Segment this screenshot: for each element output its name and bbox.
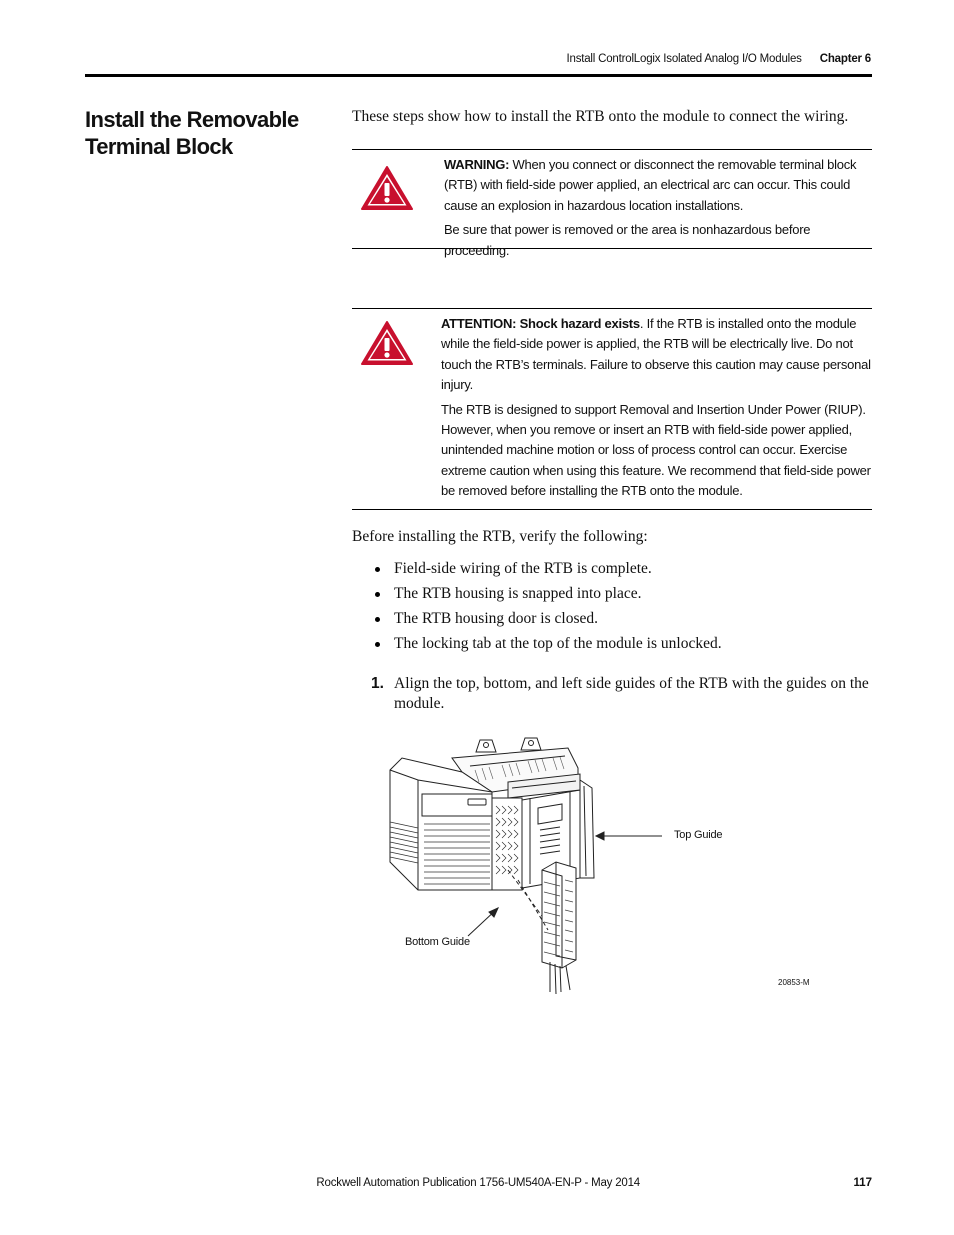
checklist (371, 557, 722, 657)
warning-paragraph-2: Be sure that power is removed or the area is nonhazardous before proceeding. (444, 222, 811, 258)
running-header (567, 53, 872, 65)
bullet-icon (375, 592, 380, 597)
figure-id: 20853-M (778, 978, 810, 987)
warning-text: When you connect or disconnect the removable terminal block (RTB) with field-side power applied, an electrical arc can occur. This could cause an explosion in hazardous location installations. (444, 157, 857, 213)
warning-paragraph (444, 155, 868, 216)
list-item-text: The RTB housing is snapped into place. (394, 585, 642, 602)
warning-body (444, 155, 868, 261)
step-text: Align the top, bottom, and left side guides of the RTB with the guides on the module. (394, 675, 869, 712)
bullet-icon (375, 567, 380, 572)
section-title: Install the Removable Terminal Block (85, 107, 299, 159)
top-guide-label: Top Guide (674, 829, 723, 841)
list-item-text: The RTB housing door is closed. (394, 610, 598, 627)
verify-intro: Before installing the RTB, verify the following: (352, 528, 648, 545)
warning-box (352, 149, 872, 258)
header-rule (85, 74, 872, 77)
attention-icon (360, 319, 414, 372)
intro-paragraph: These steps show how to install the RTB onto the module to connect the wiring. (352, 108, 849, 125)
attention-label: ATTENTION: Shock hazard exists (441, 316, 640, 331)
attention-paragraph-2: The RTB is designed to support Removal and Insertion Under Power (RIUP). However, when you remove or insert an RTB with field-side power applied, unintended machine motion or loss of process control can occur. Exercise extreme caution when using this feature. We recommend that field-side power be removed before installing the RTB onto the module. (441, 401, 871, 498)
attention-paragraph (441, 314, 872, 395)
list-item (371, 557, 722, 582)
bullet-icon (375, 617, 380, 622)
header-chapter: Chapter 6 (819, 53, 871, 65)
list-item-text: Field-side wiring of the RTB is complete. (394, 560, 652, 577)
list-item (371, 582, 722, 607)
rtb-installation-figure (380, 730, 820, 1000)
step-number: 1. (371, 675, 384, 692)
attention-text: . If the RTB is installed onto the module while the field-side power is applied, the RTB will be electrically live. Do not touch the RTB’s terminals. Failure to observe this caution may cause personal injury. (441, 316, 871, 392)
bullet-icon (375, 642, 380, 647)
footer-publication: Rockwell Automation Publication 1756-UM540A-EN-P - May 2014 (316, 1177, 640, 1189)
list-item-text: The locking tab at the top of the module is unlocked. (394, 635, 722, 652)
module-illustration (380, 730, 820, 1000)
header-section: Install ControlLogix Isolated Analog I/O Modules (566, 53, 802, 65)
attention-box (352, 308, 872, 510)
warning-icon (360, 164, 414, 217)
list-item (371, 607, 722, 632)
warning-label: WARNING: (444, 157, 510, 172)
attention-body (441, 314, 872, 501)
bottom-guide-label: Bottom Guide (405, 936, 470, 948)
list-item (371, 632, 722, 657)
page-number: 117 (853, 1177, 872, 1189)
